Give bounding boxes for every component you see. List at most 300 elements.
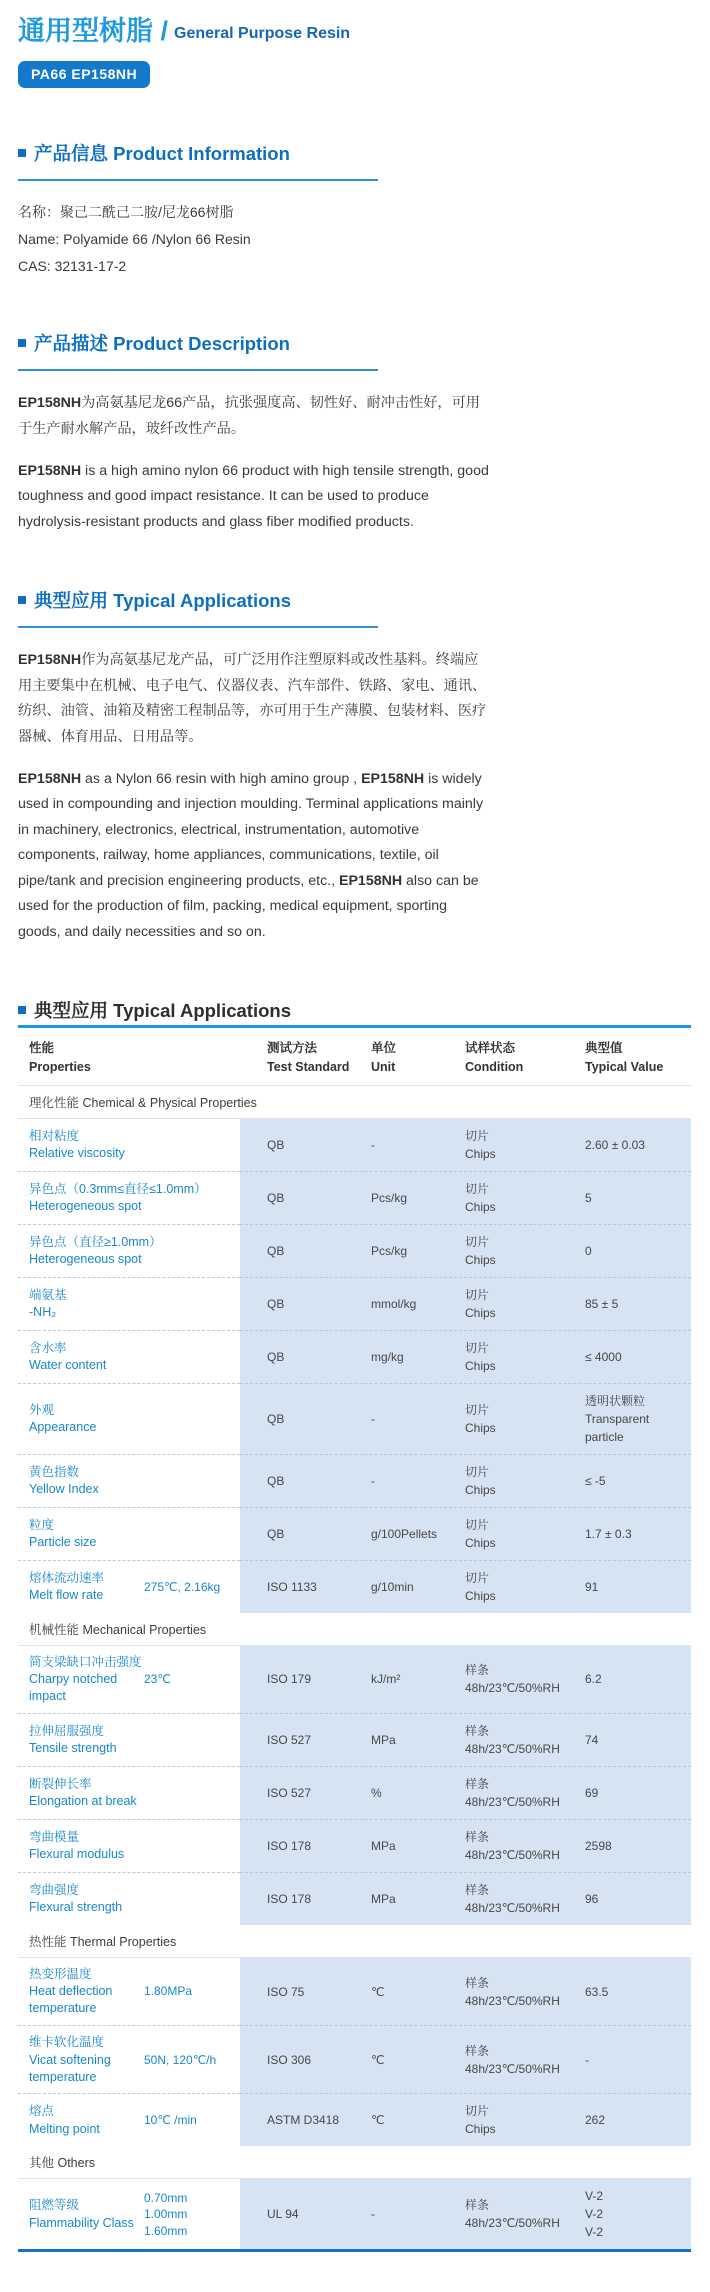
- test-standard-cell: QB: [267, 1296, 285, 1311]
- condition-cell: [454, 1180, 574, 1216]
- property-name: [29, 1287, 240, 1321]
- header-en: Test Standard: [267, 1059, 350, 1074]
- property-name: [29, 2197, 144, 2231]
- header-en: Unit: [371, 1059, 396, 1074]
- property-cell: [18, 1278, 240, 1331]
- square-bullet-icon: [18, 596, 26, 604]
- section-title: 产品信息 Product Information: [34, 143, 290, 165]
- cell-line: -: [585, 2052, 589, 2067]
- cell-line: 1.60mm: [144, 2223, 188, 2238]
- typical-value-cell: [574, 1525, 691, 1543]
- condition-cell: [454, 1127, 574, 1163]
- unit-cell: Pcs/kg: [371, 1243, 408, 1258]
- property-name-en: Water content: [29, 1358, 107, 1372]
- property-name-cn: 拉伸屈服强度: [29, 1723, 105, 1738]
- cell-line: 275℃, 2.16kg: [144, 1579, 221, 1594]
- section-title: 典型应用 Typical Applications: [34, 1000, 291, 1022]
- property-cell: [18, 1455, 240, 1508]
- cell-line: 48h/23℃/50%RH: [465, 1900, 560, 1915]
- section-heading: [18, 587, 691, 613]
- property-name: [29, 1340, 240, 1374]
- cell-line: Chips: [465, 1199, 496, 1214]
- test-standard-cell: ISO 527: [267, 1785, 312, 1800]
- cell-line: 48h/23℃/50%RH: [465, 1993, 560, 2008]
- row-values: [240, 2179, 691, 2249]
- table-row: [18, 1646, 691, 1714]
- test-standard-cell: QB: [267, 1411, 285, 1426]
- property-name-en: Yellow Index: [29, 1482, 99, 1496]
- text-segment: as a Nylon 66 resin with high amino group ,: [81, 770, 362, 787]
- cell-line: Chips: [465, 1305, 496, 1320]
- product-code-bold: EP158NH: [361, 770, 425, 787]
- condition-cell: [454, 1233, 574, 1269]
- property-cell: [18, 1714, 240, 1767]
- unit-cell: -: [371, 2207, 375, 2222]
- section-title: 产品描述 Product Description: [34, 333, 290, 355]
- cell-line: 5: [585, 1190, 592, 1205]
- property-name: [29, 1776, 240, 1810]
- column-header: [18, 1039, 240, 1075]
- property-name: [29, 2034, 144, 2085]
- table-header-row: [18, 1028, 691, 1085]
- property-name-cn: 维卡软化温度: [29, 2035, 105, 2050]
- cell-line: 48h/23℃/50%RH: [465, 2216, 560, 2231]
- condition-cell: [454, 1722, 574, 1758]
- property-name-en: Flexural strength: [29, 1900, 123, 1915]
- cell-line: 1.00mm: [144, 2207, 188, 2222]
- unit-cell: %: [371, 1785, 382, 1800]
- property-cell: [18, 2026, 240, 2094]
- row-values: [240, 1225, 691, 1278]
- row-values: [240, 1820, 691, 1873]
- property-name-cn: 含水率: [29, 1340, 67, 1355]
- row-values: [240, 1384, 691, 1455]
- condition-cell: [454, 1661, 574, 1697]
- test-standard-cell: ISO 306: [267, 2052, 312, 2067]
- test-standard-cell: ISO 75: [267, 1984, 305, 1999]
- property-name-en: Relative viscosity: [29, 1146, 125, 1160]
- condition-note: [144, 1983, 240, 1999]
- table-row: [18, 2094, 691, 2146]
- table-row: [18, 1767, 691, 1820]
- section-product-description: [18, 330, 691, 535]
- cell-line: 2598: [585, 1838, 612, 1853]
- condition-note: [144, 1671, 240, 1687]
- table-row: [18, 1714, 691, 1767]
- property-name-cn: 断裂伸长率: [29, 1776, 92, 1791]
- cell-line: 样条: [465, 1882, 490, 1897]
- cell-line: 48h/23℃/50%RH: [465, 2061, 560, 2076]
- typical-value-cell: [574, 1136, 691, 1154]
- row-values: [240, 2094, 691, 2146]
- property-name: [29, 2103, 144, 2137]
- property-name: [29, 1723, 240, 1757]
- unit-cell: -: [371, 1411, 375, 1426]
- property-name-en: Elongation at break: [29, 1794, 137, 1809]
- property-name: [29, 1882, 240, 1916]
- typical-value-cell: [574, 1295, 691, 1313]
- section-typical-applications: [18, 587, 691, 945]
- property-cell: [18, 1225, 240, 1278]
- property-name: [29, 1234, 240, 1268]
- unit-cell: ℃: [371, 2113, 385, 2128]
- cell-line: 96: [585, 1891, 599, 1906]
- property-name-cn: 粒度: [29, 1517, 55, 1532]
- property-name-cn: 外观: [29, 1402, 55, 1417]
- property-name: [29, 1966, 144, 2017]
- table-row: [18, 1119, 691, 1172]
- cell-line: 样条: [465, 1663, 490, 1678]
- condition-cell: [454, 1569, 574, 1605]
- typical-value-cell: [574, 1983, 691, 2001]
- property-name-cn: 熔体流动速率: [29, 1570, 105, 1585]
- typical-value-cell: [574, 1578, 691, 1596]
- test-standard-cell: QB: [267, 1190, 285, 1205]
- property-name-cn: 阻燃等级: [29, 2198, 80, 2213]
- test-standard-cell: QB: [267, 1349, 285, 1364]
- section-heading: [18, 330, 691, 356]
- product-grade-badge: PA66 EP158NH: [18, 61, 150, 88]
- column-header: [240, 1039, 360, 1075]
- description-paragraph-en: [18, 459, 490, 536]
- cell-line: V-2: [585, 2207, 604, 2222]
- condition-note: [144, 2190, 240, 2239]
- property-name-cn: 熔点: [29, 2104, 55, 2119]
- condition-cell: [454, 1516, 574, 1552]
- page-title: [18, 16, 691, 47]
- cell-line: 切片: [465, 1234, 490, 1249]
- cell-line: 2.60 ± 0.03: [585, 1137, 645, 1152]
- product-code-bold: EP158NH: [18, 652, 82, 669]
- cell-line: 0: [585, 1243, 592, 1258]
- condition-cell: [454, 1339, 574, 1375]
- typical-value-cell: [574, 2111, 691, 2129]
- property-name-cn: 异色点（0.3mm≤直径≤1.0mm）: [29, 1181, 207, 1196]
- property-cell: [18, 1172, 240, 1225]
- property-cell: [18, 1820, 240, 1873]
- cell-line: 透明状颗粒: [585, 1393, 646, 1408]
- cell-line: 69: [585, 1785, 599, 1800]
- cell-line: 1.80MPa: [144, 1984, 193, 1999]
- description-paragraph-cn: [18, 391, 490, 442]
- unit-cell: ℃: [371, 2052, 385, 2067]
- property-cell: [18, 1646, 240, 1714]
- property-cell: [18, 1767, 240, 1820]
- property-name-en: Tensile strength: [29, 1741, 117, 1756]
- property-name: [29, 1181, 240, 1215]
- test-standard-cell: ISO 178: [267, 1838, 312, 1853]
- row-values: [240, 1767, 691, 1820]
- property-name: [29, 1829, 240, 1863]
- test-standard-cell: QB: [267, 1243, 285, 1258]
- unit-cell: g/10min: [371, 1579, 414, 1594]
- row-values: [240, 1508, 691, 1561]
- header-cn: 试样状态: [465, 1041, 516, 1056]
- header-cn: 单位: [371, 1041, 397, 1056]
- section-heading: [18, 140, 691, 166]
- cell-line: 切片: [465, 1340, 490, 1355]
- product-code-bold: EP158NH: [18, 770, 82, 787]
- test-standard-cell: ISO 1133: [267, 1579, 317, 1594]
- property-name-en: Appearance: [29, 1420, 97, 1434]
- property-name-en: Charpy notched impact: [29, 1672, 118, 1704]
- condition-note: [144, 2052, 240, 2068]
- table-row: [18, 1508, 691, 1561]
- cell-line: 切片: [465, 2104, 490, 2119]
- cell-line: Chips: [465, 1358, 496, 1373]
- row-values: [240, 1119, 691, 1172]
- condition-cell: [454, 2042, 574, 2078]
- cell-line: 切片: [465, 1517, 490, 1532]
- cell-line: 48h/23℃/50%RH: [465, 1794, 560, 1809]
- product-code-bold: EP158NH: [18, 462, 82, 479]
- unit-cell: mmol/kg: [371, 1296, 417, 1311]
- property-name-cn: 异色点（直径≥1.0mm）: [29, 1234, 162, 1249]
- product-code-bold: EP158NH: [339, 872, 403, 889]
- cell-line: 样条: [465, 1776, 490, 1791]
- typical-value-cell: [574, 1670, 691, 1688]
- property-name-en: Vicat softening temperature: [29, 2052, 111, 2084]
- table-group-row: 机械性能 Mechanical Properties: [18, 1613, 691, 1646]
- header-cn: 测试方法: [267, 1041, 318, 1056]
- cell-line: 样条: [465, 1723, 490, 1738]
- typical-value-cell: [574, 1392, 691, 1446]
- header-en: Typical Value: [585, 1059, 664, 1074]
- cell-line: Chips: [465, 1146, 496, 1161]
- cell-line: 切片: [465, 1570, 490, 1585]
- section-divider: [18, 369, 378, 371]
- unit-cell: MPa: [371, 1838, 396, 1853]
- cell-line: 48h/23℃/50%RH: [465, 1681, 560, 1696]
- square-bullet-icon: [18, 1006, 26, 1014]
- typical-value-cell: [574, 1189, 691, 1207]
- condition-cell: [454, 1286, 574, 1322]
- page-title-cn: 通用型树脂 /: [18, 16, 169, 46]
- unit-cell: g/100Pellets: [371, 1526, 438, 1541]
- test-standard-cell: QB: [267, 1137, 285, 1152]
- cell-line: 91: [585, 1579, 599, 1594]
- unit-cell: kJ/m²: [371, 1672, 401, 1687]
- square-bullet-icon: [18, 149, 26, 157]
- typical-value-cell: [574, 2187, 691, 2241]
- row-values: [240, 1331, 691, 1384]
- cell-line: 63.5: [585, 1984, 609, 1999]
- property-name-cn: 简支梁缺口冲击强度: [29, 1654, 142, 1669]
- property-name: [29, 1570, 144, 1604]
- cell-line: 切片: [465, 1464, 490, 1479]
- property-name-en: Melting point: [29, 2121, 100, 2136]
- property-name: [29, 1517, 240, 1551]
- section-properties-table: [18, 997, 691, 2252]
- table-row: [18, 1455, 691, 1508]
- product-cas: CAS: 32131-17-2: [18, 257, 127, 274]
- typical-value-cell: [574, 2051, 691, 2069]
- condition-cell: [454, 2102, 574, 2138]
- cell-line: 样条: [465, 2043, 490, 2058]
- product-name-cn: 名称：聚己二酰己二胺/尼龙66树脂: [18, 204, 234, 221]
- cell-line: Chips: [465, 2122, 496, 2137]
- typical-value-cell: [574, 1837, 691, 1855]
- row-values: [240, 1714, 691, 1767]
- test-standard-cell: ISO 179: [267, 1672, 312, 1687]
- condition-cell: [454, 1401, 574, 1437]
- typical-value-cell: [574, 1784, 691, 1802]
- cell-line: V-2: [585, 2225, 604, 2240]
- property-name-en: Flammability Class: [29, 2215, 134, 2230]
- property-name: [29, 1402, 240, 1436]
- table-row: [18, 1331, 691, 1384]
- cell-line: 样条: [465, 2198, 490, 2213]
- property-name-en: Flexural modulus: [29, 1847, 125, 1862]
- test-standard-cell: ASTM D3418: [267, 2113, 340, 2128]
- cell-line: Chips: [465, 1482, 496, 1497]
- property-name-cn: 黄色指数: [29, 1464, 80, 1479]
- cell-line: 6.2: [585, 1672, 602, 1687]
- property-name-cn: 弯曲模量: [29, 1829, 80, 1844]
- row-values: [240, 1958, 691, 2026]
- product-name-en: Name: Polyamide 66 /Nylon 66 Resin: [18, 230, 251, 247]
- page-title-en: General Purpose Resin: [174, 25, 351, 42]
- section-title: 典型应用 Typical Applications: [34, 590, 291, 612]
- property-cell: [18, 1873, 240, 1925]
- cell-line: Chips: [465, 1535, 496, 1550]
- unit-cell: -: [371, 1473, 375, 1488]
- property-cell: [18, 2094, 240, 2146]
- product-code-bold: EP158NH: [18, 395, 82, 412]
- property-name: [29, 1128, 240, 1162]
- condition-cell: [454, 1974, 574, 2010]
- row-values: [240, 2026, 691, 2094]
- property-cell: [18, 1958, 240, 2026]
- unit-cell: MPa: [371, 1732, 396, 1747]
- property-name-cn: 相对粘度: [29, 1128, 80, 1143]
- property-name-en: Melt flow rate: [29, 1588, 104, 1602]
- table-row: [18, 1225, 691, 1278]
- text-segment: also can be used for the production of film, packing, medical equipment, sporting goods, and daily necessities and so on.: [18, 872, 479, 940]
- table-group-row: 理化性能 Chemical & Physical Properties: [18, 1086, 691, 1119]
- typical-value-cell: [574, 1348, 691, 1366]
- condition-note: [144, 2112, 240, 2128]
- properties-table: [18, 1025, 691, 2252]
- condition-note: [144, 1579, 240, 1595]
- cell-line: 48h/23℃/50%RH: [465, 1847, 560, 1862]
- cell-line: 48h/23℃/50%RH: [465, 1741, 560, 1756]
- section-heading: [18, 997, 691, 1023]
- cell-line: 74: [585, 1732, 599, 1747]
- typical-value-cell: [574, 1472, 691, 1490]
- applications-paragraph-cn: [18, 648, 490, 750]
- property-name-en: Heterogeneous spot: [29, 1199, 142, 1213]
- table-row: [18, 1278, 691, 1331]
- test-standard-cell: UL 94: [267, 2207, 299, 2222]
- cell-line: 50N, 120℃/h: [144, 2052, 217, 2067]
- header-en: Condition: [465, 1059, 524, 1074]
- row-values: [240, 1561, 691, 1613]
- condition-cell: [454, 1775, 574, 1811]
- table-group-row: 其他 Others: [18, 2146, 691, 2179]
- cell-line: 切片: [465, 1181, 490, 1196]
- property-cell: [18, 1119, 240, 1172]
- property-name: [29, 1464, 240, 1498]
- table-row: [18, 1561, 691, 1613]
- row-values: [240, 1455, 691, 1508]
- cell-line: Chips: [465, 1420, 496, 1435]
- cell-line: 85 ± 5: [585, 1296, 619, 1311]
- test-standard-cell: QB: [267, 1473, 285, 1488]
- property-name-en: Particle size: [29, 1535, 97, 1549]
- column-header: [574, 1039, 691, 1075]
- property-cell: [18, 1561, 240, 1613]
- header-cn: 性能: [29, 1041, 55, 1056]
- property-name-en: Heat deflection temperature: [29, 1984, 113, 2016]
- property-name-cn: 端氨基: [29, 1287, 67, 1302]
- header-cn: 典型值: [585, 1041, 623, 1056]
- table-group-row: 热性能 Thermal Properties: [18, 1925, 691, 1958]
- property-name: [29, 1654, 144, 1705]
- cell-line: 切片: [465, 1287, 490, 1302]
- page-header: [18, 16, 691, 88]
- row-values: [240, 1172, 691, 1225]
- cell-line: ≤ 4000: [585, 1349, 622, 1364]
- property-name-en: -NH₂: [29, 1305, 57, 1319]
- cell-line: 切片: [465, 1402, 490, 1417]
- table-row: [18, 1958, 691, 2026]
- condition-cell: [454, 2196, 574, 2232]
- header-en: Properties: [29, 1059, 91, 1074]
- cell-line: 23℃: [144, 1672, 171, 1687]
- cell-line: 样条: [465, 1975, 490, 1990]
- unit-cell: ℃: [371, 1984, 385, 1999]
- property-name-cn: 弯曲强度: [29, 1882, 80, 1897]
- cell-line: 样条: [465, 1829, 490, 1844]
- property-name-cn: 热变形温度: [29, 1966, 92, 1981]
- text-segment: is a high amino nylon 66 product with high tensile strength, good toughness and good impact resistance. It can be used to produce hydrolysis-resistant products and glass fiber modified products.: [18, 462, 489, 530]
- cell-line: 10℃ /min: [144, 2113, 197, 2128]
- column-header: [360, 1039, 454, 1075]
- unit-cell: -: [371, 1137, 375, 1152]
- unit-cell: MPa: [371, 1891, 396, 1906]
- cell-line: 262: [585, 2113, 606, 2128]
- row-values: [240, 1646, 691, 1714]
- property-name-en: Heterogeneous spot: [29, 1252, 142, 1266]
- text-segment: is widely used in compounding and injection moulding. Terminal applications mainly in machinery, electronics, electrical, instrumentation, automotive components, railway, home appliances, communications, textile, oil pipe/tank and precision engineering products, etc.,: [18, 770, 484, 889]
- section-product-information: [18, 140, 691, 278]
- cell-line: Transparent particle: [585, 1411, 650, 1444]
- row-values: [240, 1873, 691, 1925]
- condition-cell: [454, 1463, 574, 1499]
- cell-line: V-2: [585, 2189, 604, 2204]
- text-segment: 为高氨基尼龙66产品，抗张强度高、韧性好、耐冲击性好，可用于生产耐水解产品，玻纤改性产品。: [18, 395, 480, 437]
- typical-value-cell: [574, 1731, 691, 1749]
- row-values: [240, 1278, 691, 1331]
- test-standard-cell: ISO 527: [267, 1732, 312, 1747]
- typical-value-cell: [574, 1890, 691, 1908]
- column-header: [454, 1039, 574, 1075]
- unit-cell: Pcs/kg: [371, 1190, 408, 1205]
- condition-cell: [454, 1881, 574, 1917]
- table-row: [18, 2026, 691, 2094]
- cell-line: Chips: [465, 1252, 496, 1267]
- table-row: [18, 2179, 691, 2249]
- test-standard-cell: QB: [267, 1526, 285, 1541]
- table-row: [18, 1820, 691, 1873]
- property-cell: [18, 1384, 240, 1455]
- table-row: [18, 1873, 691, 1925]
- property-cell: [18, 2179, 240, 2249]
- applications-paragraph-en: [18, 767, 490, 946]
- property-cell: [18, 1508, 240, 1561]
- cell-line: 切片: [465, 1128, 490, 1143]
